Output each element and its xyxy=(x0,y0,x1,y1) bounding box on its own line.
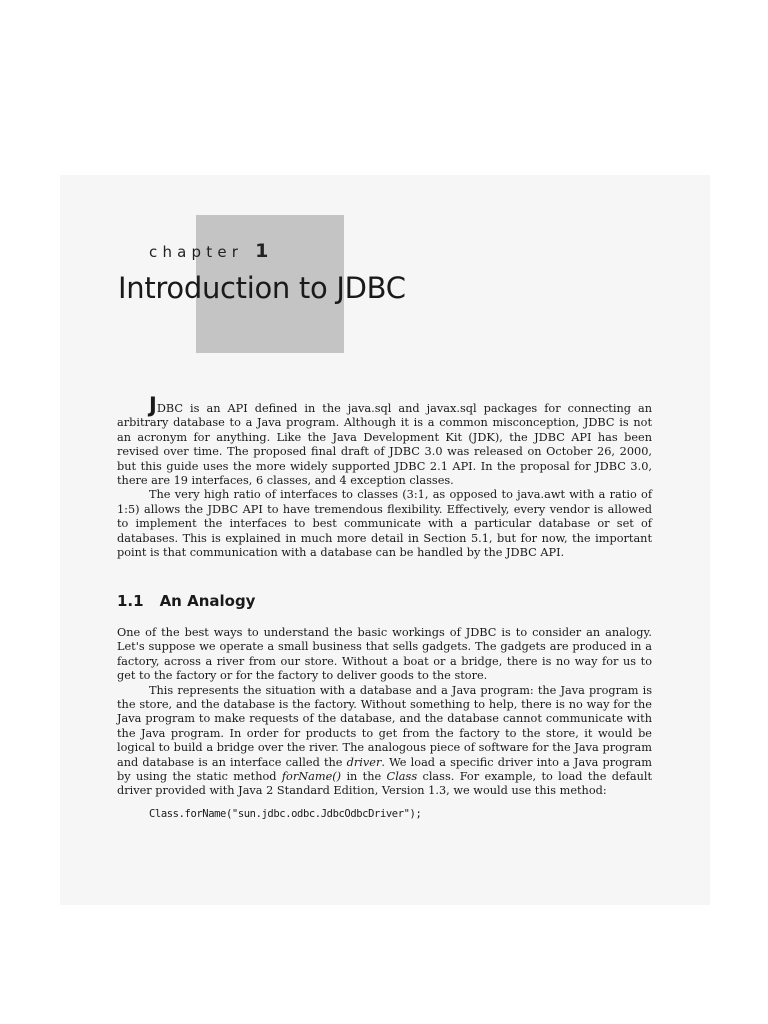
chapter-title: Introduction to JDBC xyxy=(118,271,406,305)
analogy-paragraph-2 xyxy=(117,684,652,799)
analogy-paragraph-1: One of the best ways to understand the basic workings of JDBC is to consider an analogy. Let's suppose we operate a small business that sells gadgets. The gadgets are produced in a factory, across a river from our store. Without a boat or a bridge, there is no way for us to get to the factory or for the factory to deliver goods to the store. xyxy=(117,626,652,683)
drop-cap: J xyxy=(149,393,157,417)
intro-paragraph-1 xyxy=(117,393,652,488)
section-title: An Analogy xyxy=(159,592,256,610)
analogy-p2-part-c: in the xyxy=(341,770,387,784)
analogy-p2-part-d: class. For example, to load the default driver provided with Java 2 Standard Edition, Version 1.3, we would use this method: xyxy=(117,770,652,798)
driver-term: driver xyxy=(346,755,382,769)
intro-text xyxy=(117,393,652,560)
class-term: Class xyxy=(386,770,418,784)
chapter-number: 1 xyxy=(255,240,269,262)
code-example: Class.forName("sun.jdbc.odbc.JdbcOdbcDriver"); xyxy=(149,808,422,820)
chapter-word: chapter xyxy=(149,243,244,261)
analogy-p2-part-b: . We load a specific driver into a Java program by using the static method xyxy=(117,755,652,784)
section-number: 1.1 xyxy=(117,592,144,610)
intro-paragraph-1-text: DBC is an API defined in the java.sql and javax.sql packages for connecting an arbitrary database to a Java program. Although it is a common misconception, JDBC is not an acronym for anything. Like the Java Development Kit (JDK), the JDBC API has been revised over time. The proposed final draft of JDBC 3.0 was released on October 26, 2000, but this guide uses the more widely supported JDBC 2.1 API. In the proposal for JDBC 3.0, there are 19 interfaces, 6 classes, and 4 exception classes. xyxy=(117,402,652,488)
intro-paragraph-2: The very high ratio of interfaces to classes (3:1, as opposed to java.awt with a ratio of 1:5) allows the JDBC API to have tremendous flexibility. Effectively, every vendor is allowed to implement the interfaces to best communicate with a particular database or set of databases. This is explained in much more detail in Section 5.1, but for now, the important point is that communication with a database can be handled by the JDBC API. xyxy=(117,488,652,560)
analogy-p2-part-a: This represents the situation with a database and a Java program: the Java program is the store, and the database is the factory. Without something to help, there is no way for the Java program to make requests of the database, and the database cannot communicate with the Java program. In order for products to get from the factory to the store, it would be logical to build a bridge over the river. The analogous piece of software for the Java program and database is an interface called the xyxy=(117,683,652,769)
analogy-text xyxy=(117,626,652,799)
chapter-label xyxy=(149,240,268,262)
forname-method: forName() xyxy=(281,770,342,784)
section-heading xyxy=(117,592,255,610)
